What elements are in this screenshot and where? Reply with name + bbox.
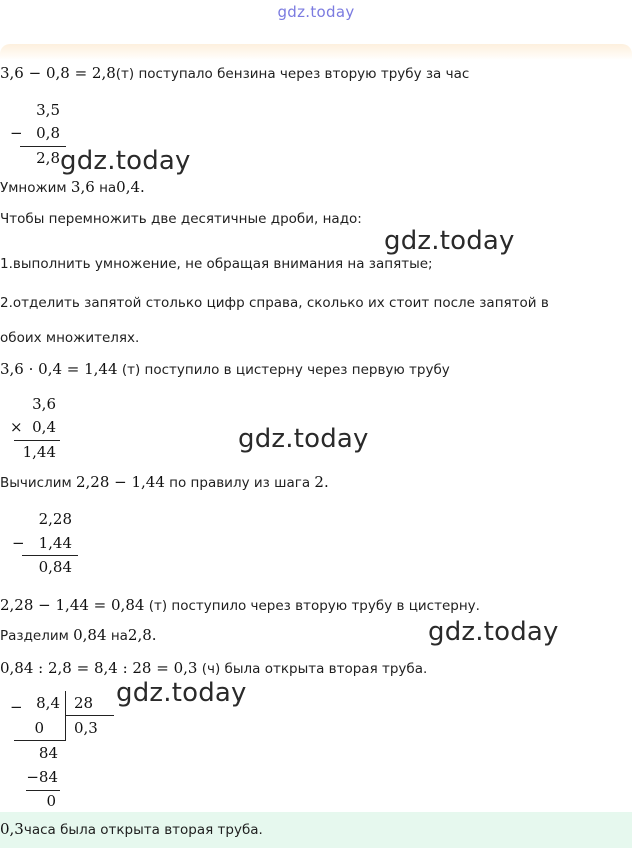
second-subtraction: −84 (26, 768, 58, 786)
text: по правилу из шага (164, 475, 315, 491)
line-division-result (0, 659, 427, 677)
line-rule-step-2b: обоих множителях. (0, 330, 140, 346)
period: . (151, 626, 157, 644)
line-text: (т) поступило через вторую трубу в цистерну. (144, 598, 480, 614)
minuend: 3,5 (36, 101, 60, 119)
line-multiply-intro (0, 178, 145, 196)
math-expression: 3,6 − 0,8 = 2,8 (0, 64, 116, 82)
minus-sign: − (10, 124, 23, 142)
text: Умножим (0, 180, 71, 196)
line-diesel-second-pipe (0, 64, 469, 82)
multiply-sign: × (10, 418, 23, 436)
math-number: 2 (314, 473, 324, 491)
math-expression: 0,84 : 2,8 = 8,4 : 28 = 0,3 (0, 659, 198, 677)
math-expression: 2,28 − 1,44 (75, 473, 165, 491)
watermark-5: gdz.today (116, 678, 247, 708)
watermark-2: gdz.today (384, 226, 515, 256)
minus-sign: − (12, 534, 25, 552)
text: Вычислим (0, 475, 76, 491)
result-line (22, 555, 78, 556)
answer-line (0, 820, 263, 838)
text: Разделим (0, 628, 74, 644)
math-expression: 3,6 · 0,4 = 1,44 (0, 360, 118, 378)
site-logo[interactable]: gdz.today (277, 3, 355, 21)
line-text: (т) поступило в цистерну через первую трубу (117, 362, 450, 378)
step-line-1 (14, 740, 66, 741)
step-line-2 (26, 790, 60, 791)
line-second-pipe-tank (0, 596, 480, 614)
math-number: 0,84 (73, 626, 107, 644)
line-text: (т) поступало бензина через вторую трубу за час (115, 66, 470, 82)
line-rule-step-1: 1.выполнить умножение, не обращая внимания на запятые; (0, 256, 433, 272)
watermark-3: gdz.today (238, 424, 369, 454)
watermark-4: gdz.today (428, 617, 559, 647)
period: . (140, 178, 145, 196)
content-top-band (0, 44, 632, 60)
math-number: 2,8 (127, 626, 152, 644)
quotient: 0,3 (74, 719, 98, 737)
answer-number: 0,3 (0, 820, 24, 838)
multiplicand: 3,6 (32, 395, 56, 413)
subtrahend: 0,8 (36, 124, 60, 142)
line-text: (ч) была открыта вторая труба. (197, 661, 428, 677)
difference: 2,8 (36, 149, 60, 167)
line-divide-intro (0, 626, 157, 644)
multiplier: 0,4 (32, 418, 56, 436)
result-line (14, 440, 60, 441)
subtrahend: 1,44 (38, 534, 72, 552)
math-number: 3,6 (70, 178, 95, 196)
line-compute-difference (0, 473, 329, 491)
math-number: 0,4 (116, 178, 141, 196)
division-bar (65, 691, 66, 741)
period: . (323, 473, 329, 491)
text: на (106, 628, 128, 644)
remainder-1: 84 (38, 744, 58, 762)
dividend: 8,4 (36, 694, 60, 712)
line-rule-heading: Чтобы перемножить две десятичные дроби, надо: (0, 211, 362, 227)
text: на (94, 180, 117, 196)
remainder-2: 0 (46, 792, 56, 810)
minus-sign: − (10, 698, 23, 716)
difference: 0,84 (38, 558, 72, 576)
line-rule-step-2a: 2.отделить запятой столько цифр справа, сколько их стоит после запятой в (0, 295, 549, 311)
minuend: 2,28 (38, 510, 72, 528)
line-first-pipe (0, 360, 450, 378)
divisor: 28 (74, 694, 94, 712)
watermark-1: gdz.today (60, 146, 191, 176)
math-expression: 2,28 − 1,44 = 0,84 (0, 596, 145, 614)
product: 1,44 (22, 443, 56, 461)
quotient-line (66, 715, 114, 716)
answer-text: часа была открыта вторая труба. (23, 822, 263, 838)
first-subtraction: 0 (34, 719, 44, 737)
